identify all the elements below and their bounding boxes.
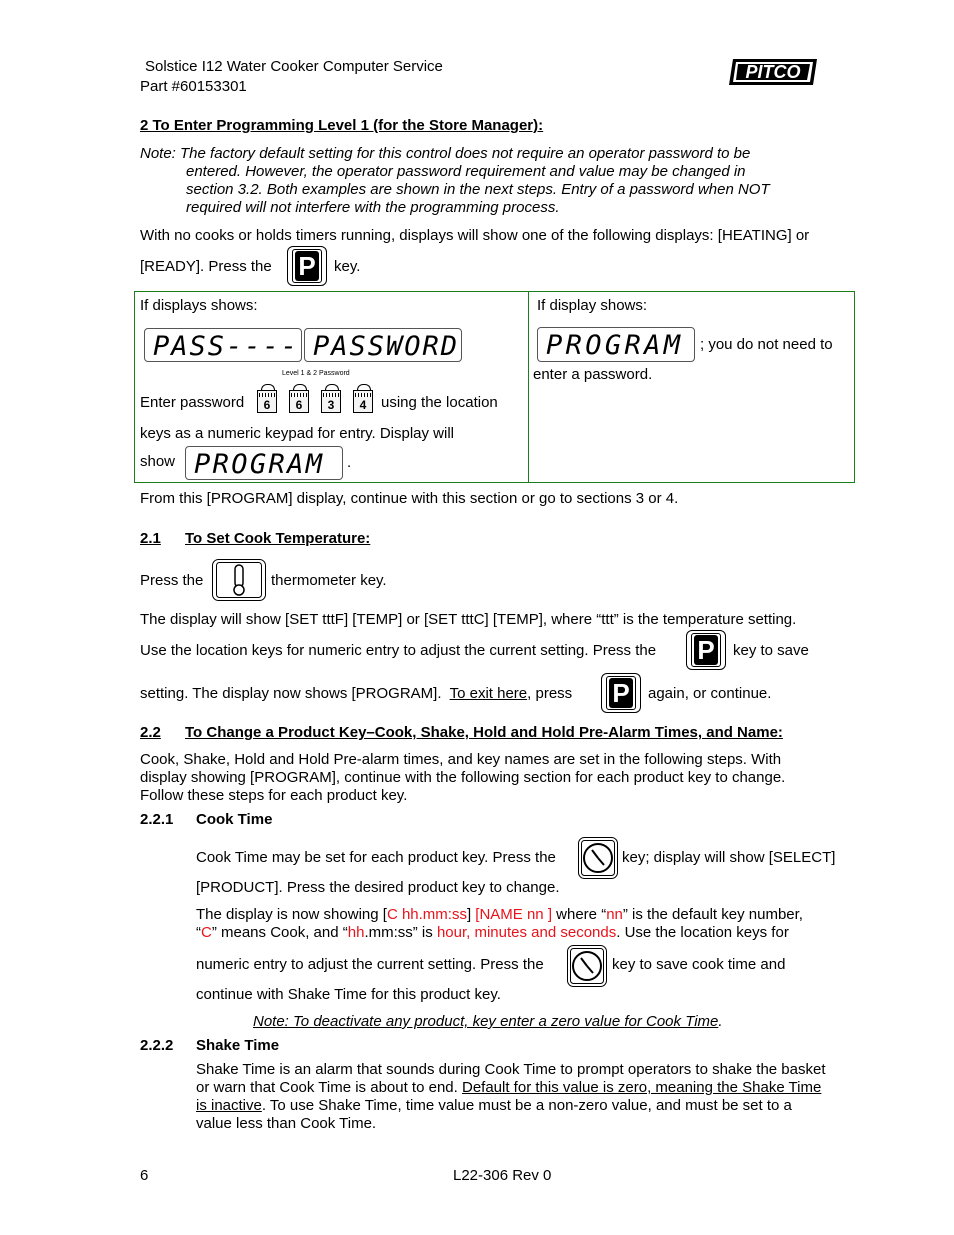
after-panel-text: From this [PROGRAM] display, continue with this section or go to sections 3 or 4. [140, 490, 679, 507]
p-key-icon: P [287, 246, 327, 286]
continue-shake-text: continue with Shake Time for this product key. [196, 986, 501, 1003]
text-segment: .mm:ss” is [364, 924, 437, 941]
lcd-display-password [304, 328, 462, 362]
inactive-text: is inactive [196, 1097, 262, 1114]
intro-line-1: With no cooks or holds timers running, displays will show one of the following displays: [HEATING] or [140, 227, 810, 244]
section-2-2-para-1: Cook, Shake, Hold and Hold Pre-alarm times, and key names are set in the following steps. With [140, 751, 782, 768]
lcd-program-right-text [544, 332, 692, 358]
section-2-2-para-3: Follow these steps for each product key. [140, 787, 408, 804]
shake-para-4: value less than Cook Time. [196, 1115, 377, 1132]
thermometer-key-icon [212, 559, 264, 601]
location-keys-text: Use the location keys for numeric entry to adjust the current setting. Press the [140, 642, 657, 659]
deactivate-note-text: Note: To deactivate any product, key enter a zero value for Cook Time [253, 1013, 719, 1030]
select-display-text: key; display will show [SELECT] [622, 849, 836, 866]
no-password-note-2: enter a password. [533, 366, 653, 383]
show-period: . [347, 454, 352, 471]
note-line-4: required will not interfere with the programming process. [186, 199, 560, 216]
shake-para-3 [196, 1097, 792, 1115]
text-segment: ” is the default key number, [622, 906, 803, 923]
clock-key-icon [578, 837, 616, 877]
p-key-icon: P [601, 673, 641, 713]
key-to-save-text: key to save [733, 642, 809, 659]
again-text: again, or continue. [648, 685, 772, 702]
text-segment: where “ [552, 906, 607, 923]
section-2-2-number: 2.2 [140, 724, 161, 741]
part-number: Part #60153301 [140, 78, 247, 95]
enter-password-text: Enter password [140, 394, 245, 411]
shake-para-2 [196, 1079, 821, 1097]
lcd-display-pass [144, 328, 302, 362]
text-segment: ] [466, 906, 476, 923]
intro-line-2: [READY]. Press the [140, 258, 272, 275]
lcd-password-text [311, 333, 459, 359]
svg-text:PROGRAM: PROGRAM [194, 451, 322, 477]
svg-text:PASSWORD: PASSWORD [313, 333, 457, 359]
section-2-2-heading: To Change a Product Key–Cook, Shake, Hold and Hold Pre-Alarm Times, and Name: [185, 724, 783, 741]
intro-line-2-end: key. [334, 258, 361, 275]
section-2-1-heading: To Set Cook Temperature: [185, 530, 371, 547]
text-segment: or warn that Cook Time is about to end. [196, 1079, 462, 1096]
location-key-4-icon: 4 [353, 384, 373, 412]
table-divider [528, 292, 529, 482]
display-showing-line [196, 906, 803, 924]
section-2-1-number: 2.1 [140, 530, 161, 547]
note-line-3: section 3.2. Both examples are shown in the next steps. Entry of a password when NOT [186, 181, 770, 198]
show-label: show [140, 453, 176, 470]
p-key-icon: P [686, 630, 726, 670]
right-panel-title: If display shows: [537, 297, 648, 314]
hh-highlight: hh [347, 924, 365, 941]
note-period: . [718, 1013, 723, 1030]
section-2-2-1-number: 2.2.1 [140, 811, 174, 828]
location-key-3-icon: 3 [321, 384, 341, 412]
svg-text:PASS----: PASS---- [153, 333, 297, 359]
location-key-6-icon: 6 [257, 384, 277, 412]
default-zero-text: Default for this value is zero, meaning the Shake Time [461, 1079, 822, 1096]
name-highlight: [NAME nn ] [475, 906, 552, 923]
pitco-logo: PITCO [727, 57, 819, 87]
section-2-2-2-title: Shake Time [196, 1037, 280, 1054]
note-line-2: entered. However, the operator password requirement and value may be changed in [186, 163, 746, 180]
save-cook-time-text: key to save cook time and [612, 956, 786, 973]
text-segment: . To use Shake Time, time value must be a non-zero value, and must be set to a [261, 1097, 792, 1114]
exit-here-text: To exit here [449, 685, 528, 702]
cook-meaning-line [196, 924, 789, 942]
setting-text: setting. The display now shows [PROGRAM]. [140, 685, 442, 702]
enter-password-text-end: using the location [381, 394, 498, 411]
section-2-2-1-title: Cook Time [196, 811, 273, 828]
nn-highlight: nn [606, 906, 623, 923]
section-2-heading: 2 To Enter Programming Level 1 (for the Store Manager): [140, 117, 544, 134]
press-the-text: Press the [140, 572, 204, 589]
text-segment: “ [196, 924, 201, 941]
text-segment: The display is now showing [ [196, 906, 387, 923]
product-key-text: [PRODUCT]. Press the desired product key to change. [196, 879, 560, 896]
page-number: 6 [140, 1167, 149, 1184]
section-2-2-para-2: display showing [PROGRAM], continue with the following section for each product key to change. [140, 769, 786, 786]
c-highlight: C [201, 924, 212, 941]
lcd-pass-text [151, 333, 299, 359]
location-key-6-icon: 6 [289, 384, 309, 412]
svg-text:PROGRAM: PROGRAM [546, 332, 680, 358]
password-caption: Level 1 & 2 Password [282, 370, 350, 377]
doc-revision: L22-306 Rev 0 [453, 1167, 552, 1184]
deactivate-note [253, 1013, 723, 1031]
press-text: , press [527, 685, 573, 702]
numeric-entry-text: numeric entry to adjust the current setting. Press the [196, 956, 544, 973]
thermometer-key-text: thermometer key. [271, 572, 387, 589]
text-segment: . Use the location keys for [616, 924, 789, 941]
lcd-display-program [185, 446, 343, 480]
set-temp-display-text: The display will show [SET tttF] [TEMP] or [SET tttC] [TEMP], where “ttt” is the temperature setting. [140, 611, 797, 628]
text-segment: ” means Cook, and “ [211, 924, 348, 941]
units-highlight: hour, minutes and seconds [436, 924, 617, 941]
setting-text-line [140, 685, 572, 703]
lcd-program-text [192, 451, 340, 477]
lcd-display-program-right [537, 327, 695, 362]
shake-para-1: Shake Time is an alarm that sounds during Cook Time to prompt operators to shake the basket [196, 1061, 826, 1078]
clock-key-icon [567, 945, 605, 985]
note-line-1: Note: The factory default setting for this control does not require an operator password to be [140, 145, 751, 162]
no-password-note: ; you do not need to [700, 336, 833, 353]
left-panel-title: If displays shows: [140, 297, 258, 314]
cook-time-text: Cook Time may be set for each product key. Press the [196, 849, 556, 866]
code-highlight: C hh.mm:ss [386, 906, 467, 923]
doc-title: Solstice I12 Water Cooker Computer Service [145, 58, 443, 75]
section-2-2-2-number: 2.2.2 [140, 1037, 174, 1054]
keypad-instruction: keys as a numeric keypad for entry. Display will [140, 425, 455, 442]
